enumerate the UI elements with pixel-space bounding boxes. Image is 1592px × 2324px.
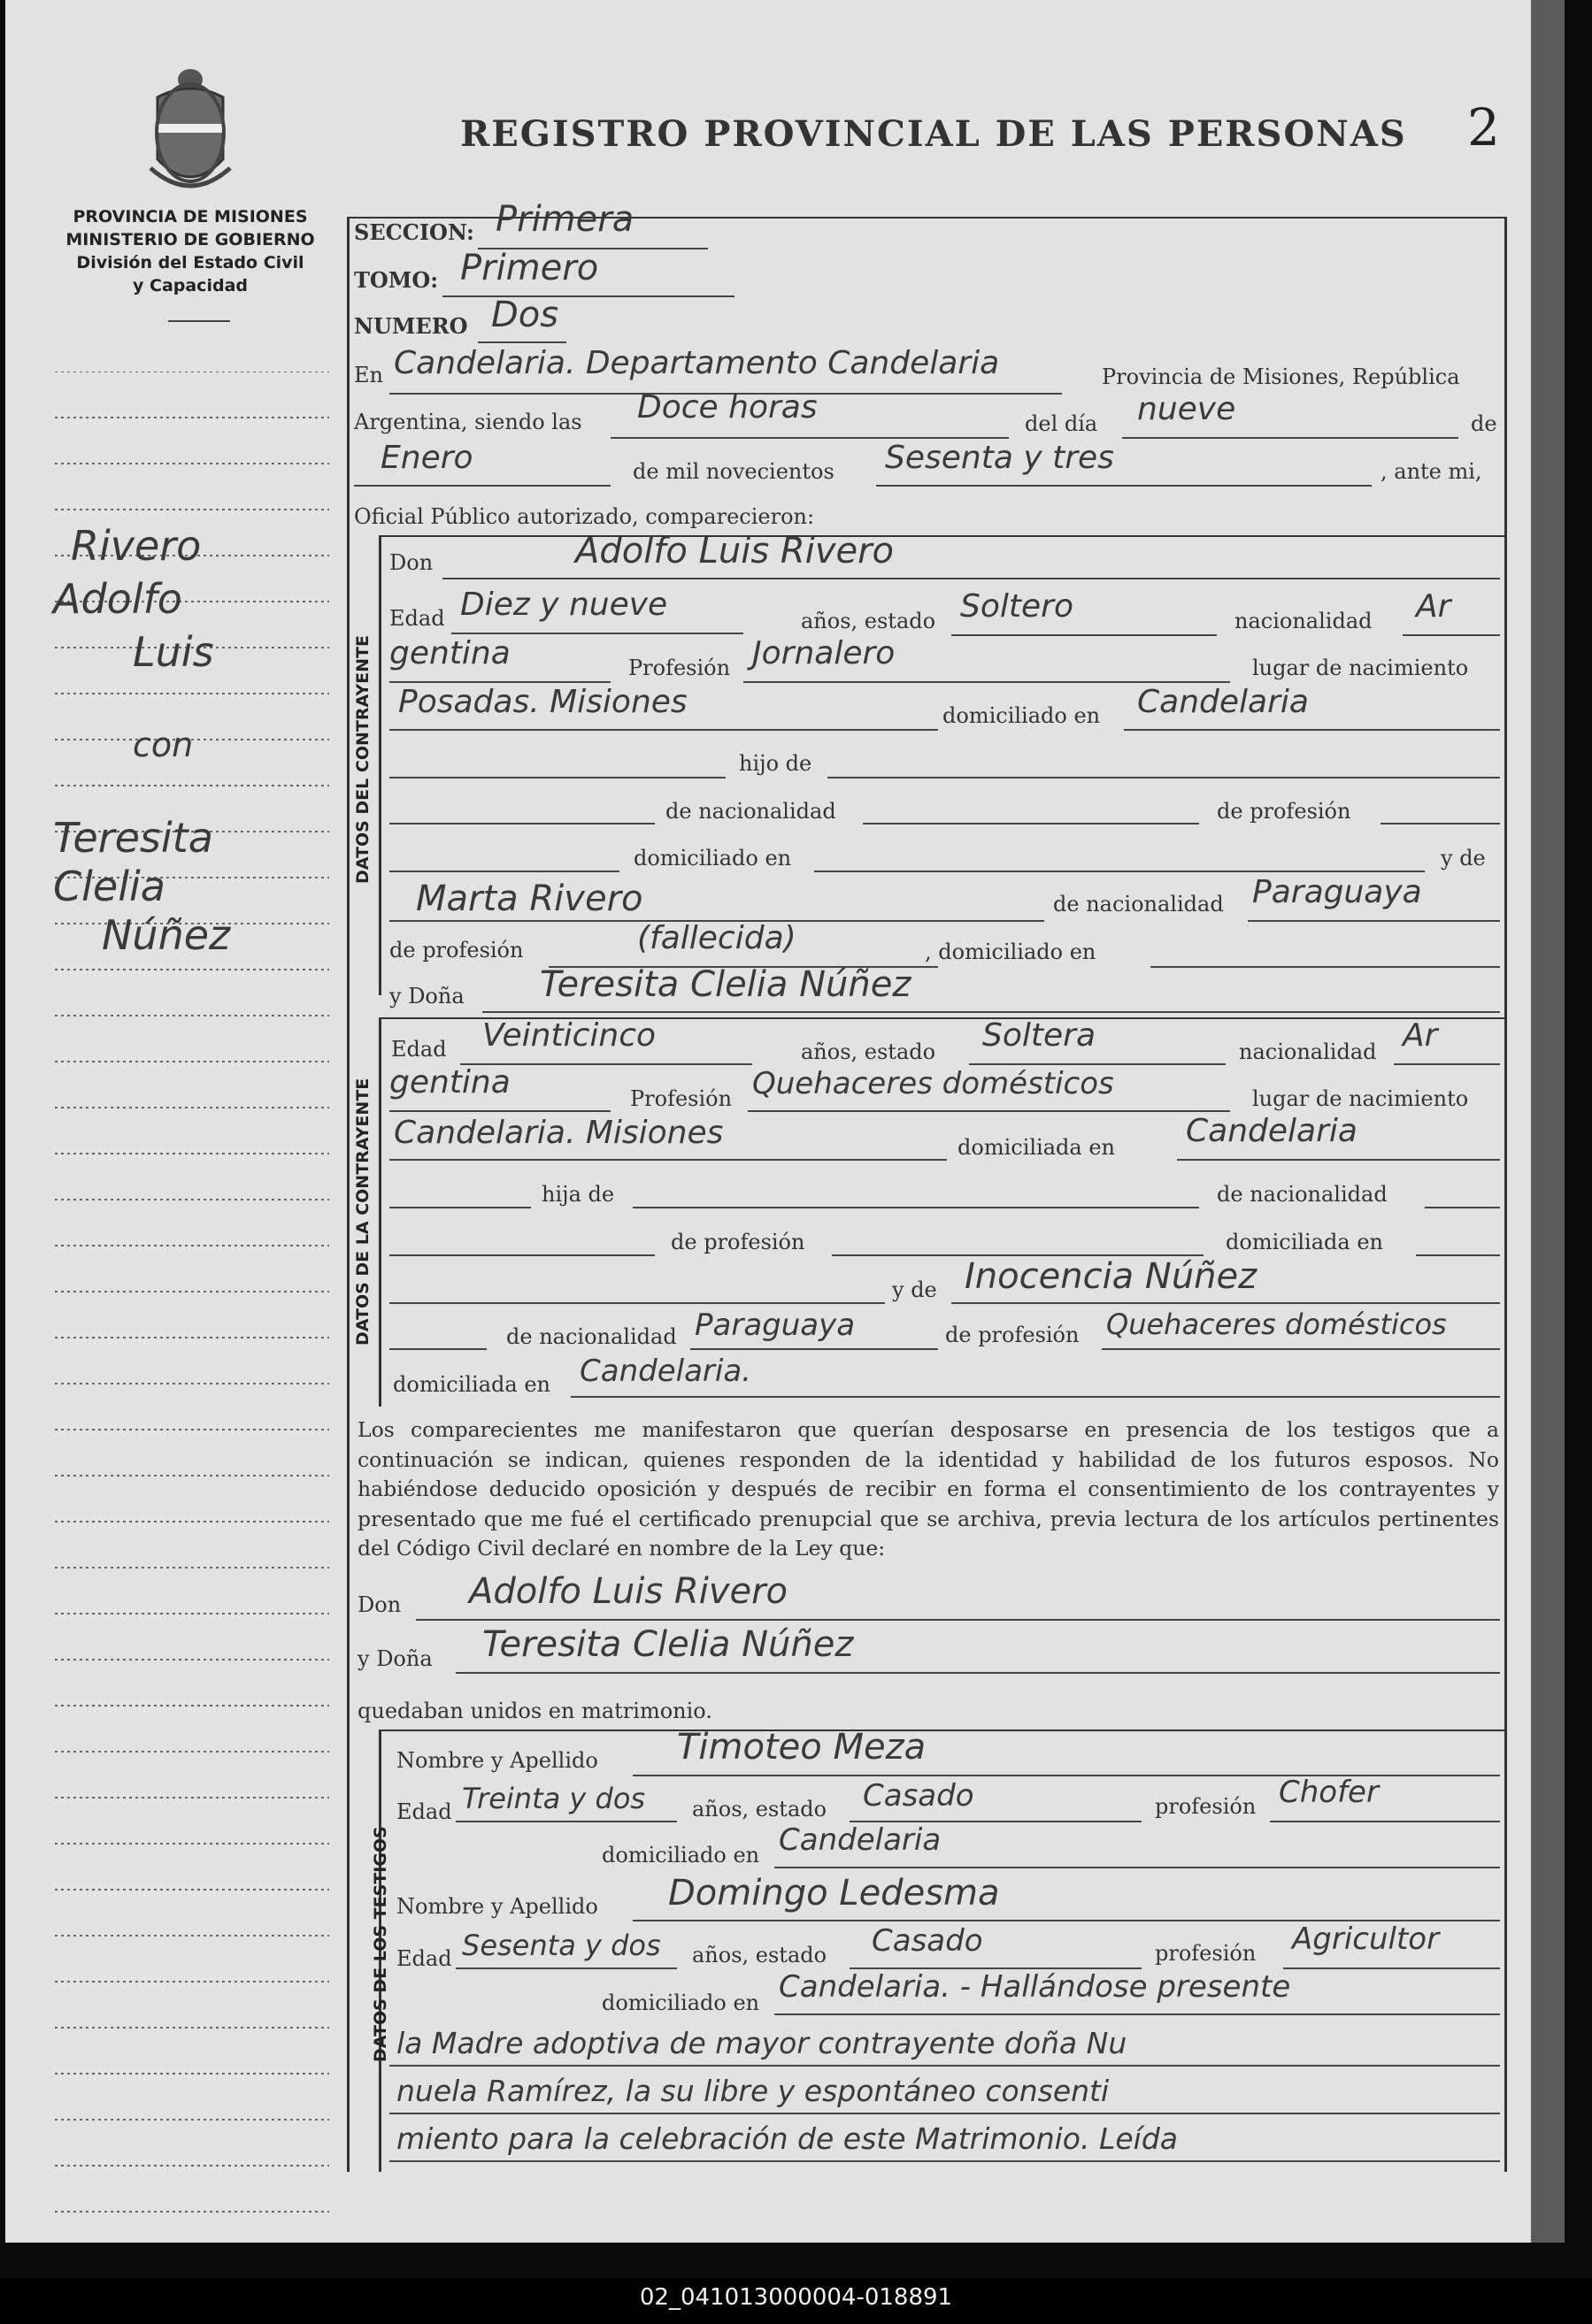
madre-nacionalidad-label: de nacionalidad	[1053, 892, 1224, 917]
t2-domicilio-label: domiciliado en	[602, 1990, 760, 2015]
tomo-value: Primero	[460, 248, 599, 288]
t2-estado: Casado	[872, 1923, 983, 1959]
margin-note-line: con	[133, 725, 194, 764]
domiciliado-label: domiciliado en	[634, 846, 792, 871]
hijo-line	[827, 777, 1500, 779]
contrayente-madre-nacionalidad: Paraguaya	[1252, 874, 1422, 910]
t1-nombre: Timoteo Meza	[677, 1727, 927, 1768]
contrayente-nacionalidad-line	[1403, 634, 1500, 636]
padre-dom-pre-line	[389, 871, 619, 872]
tomo-label: TOMO:	[354, 267, 439, 293]
nacionalidad-label: nacionalidad	[1234, 609, 1373, 633]
institution-rule	[168, 320, 230, 322]
madre-profesion-label: de profesión	[389, 938, 524, 963]
margin-note-line: Núñez	[102, 911, 231, 959]
testigos-nota-line: miento para la celebración de este Matrimonio. Leída	[396, 2121, 1178, 2156]
contrayenta-madre-dom-line	[571, 1396, 1500, 1398]
padre-dom-line	[1416, 1254, 1500, 1256]
de-profesion-label: de profesión	[1217, 799, 1351, 824]
hija-pre-line	[389, 1207, 531, 1208]
contrayente-domicilio-line	[1124, 729, 1500, 731]
contrayenta-lugar-nacimiento: Candelaria. Misiones	[394, 1115, 724, 1151]
nota-line-3	[389, 2160, 1500, 2162]
testigos-side-label: DATOS DE LOS TESTIGOS	[371, 1826, 390, 2062]
contrayenta-domicilio: Candelaria	[1186, 1113, 1357, 1149]
edad-label: Edad	[389, 606, 445, 631]
t1-domicilio-label: domiciliado en	[602, 1843, 760, 1868]
numero-line	[478, 341, 566, 343]
nota-line-2	[389, 2113, 1500, 2114]
hijo-pre-line	[389, 777, 726, 779]
lugar-nacimiento-label: lugar de nacimiento	[1252, 1086, 1469, 1111]
domiciliada-label-2: domiciliada en	[1226, 1230, 1383, 1254]
contrayente-nac-b-line	[389, 681, 611, 683]
contrayenta-estado: Soltera	[982, 1017, 1096, 1054]
contrayente-profesion-line	[743, 681, 1230, 683]
national-crest-icon	[142, 62, 239, 203]
dona-label: y Doña	[389, 984, 465, 1009]
contrayenta-madre-domicilio: Candelaria.	[580, 1354, 751, 1389]
nacionalidad-label: nacionalidad	[1239, 1039, 1377, 1064]
lugar-nacimiento-label: lugar de nacimiento	[1252, 656, 1469, 680]
hora-value: Doce horas	[637, 389, 818, 426]
page-title: REGISTRO PROVINCIAL DE LAS PERSONAS	[460, 113, 1407, 155]
margin-note-line: Luis	[133, 628, 214, 676]
seccion-label: SECCION:	[354, 219, 474, 245]
decl-don-label: Don	[358, 1592, 402, 1617]
institution-block	[44, 205, 336, 297]
provincia-text: Provincia de Misiones, República	[1102, 364, 1460, 389]
seccion-value: Primera	[496, 199, 634, 240]
margin-note-line: Adolfo	[53, 575, 182, 623]
contrayenta-lugar-line	[389, 1159, 947, 1161]
anio-line	[876, 485, 1372, 487]
hora-line	[611, 437, 1009, 439]
t1-profesion-line	[1270, 1821, 1500, 1822]
t1-profesion-label: profesión	[1155, 1794, 1257, 1819]
y-de-label: y de	[1441, 846, 1486, 871]
contrayenta-madre: Inocencia Núñez	[965, 1256, 1257, 1297]
madre-dom-line	[1150, 966, 1500, 968]
t1-domicilio-line	[774, 1867, 1500, 1868]
t2-estado-label: años, estado	[692, 1943, 827, 1967]
contrayente-estado-line	[951, 634, 1217, 636]
t1-estado-label: años, estado	[692, 1797, 827, 1822]
padre-prof-pre-line	[389, 1254, 655, 1256]
contrayenta-nacionalidad-a: Ar	[1403, 1017, 1438, 1054]
dia-value: nueve	[1137, 391, 1236, 427]
decl-don-value: Adolfo Luis Rivero	[469, 1571, 788, 1612]
mes-value: Enero	[381, 440, 473, 476]
t2-domicilio-line	[774, 2013, 1500, 2015]
hijo-label: hijo de	[739, 751, 812, 776]
contrayenta-side-label: DATOS DE LA CONTRAYENTE	[353, 1078, 373, 1346]
decl-don-line	[416, 1619, 1500, 1621]
testigos-nota-line: la Madre adoptiva de mayor contrayente doña Nu	[396, 2026, 1127, 2060]
y-de-label: y de	[892, 1277, 937, 1302]
contrayenta-nac-b-line	[389, 1110, 611, 1112]
image-id-footer: 02_041013000004-018891	[0, 2278, 1592, 2324]
numero-value: Dos	[491, 295, 559, 335]
padre-nac-line	[863, 823, 1199, 825]
de-label: de	[1471, 411, 1497, 436]
contrayenta-box-left	[379, 1017, 381, 1407]
decl-dona-value: Teresita Clelia Núñez	[482, 1624, 854, 1665]
hija-line	[633, 1207, 1199, 1208]
domicilio-label: domiciliado en	[942, 703, 1101, 728]
t1-edad-line	[456, 1821, 677, 1822]
t2-nombre: Domingo Ledesma	[668, 1873, 1000, 1914]
dia-line	[1122, 437, 1458, 439]
t1-estado: Casado	[863, 1778, 974, 1814]
contrayente-domicilio: Candelaria	[1137, 684, 1309, 720]
t2-profesion-line	[1283, 1967, 1500, 1969]
don-label: Don	[389, 550, 434, 575]
madre-dom-label: domiciliada en	[393, 1372, 550, 1397]
contrayenta-nombre: Teresita Clelia Núñez	[540, 964, 911, 1005]
contrayente-lugar-nacimiento: Posadas. Misiones	[398, 684, 688, 720]
de-nacionalidad-label: de nacionalidad	[1217, 1182, 1388, 1207]
contrayente-lugar-nac-line	[389, 729, 938, 731]
page-number: 2	[1467, 97, 1500, 157]
t2-edad-line	[456, 1967, 677, 1969]
institution-line: PROVINCIA DE MISIONES	[73, 207, 308, 226]
tomo-line	[442, 295, 734, 297]
decl-dona-label: y Doña	[358, 1646, 433, 1671]
estado-label: años, estado	[801, 609, 936, 633]
decl-closing: quedaban unidos en matrimonio.	[358, 1699, 712, 1723]
padre-prof-line	[1381, 823, 1500, 825]
ante-label: , ante mi,	[1381, 459, 1482, 484]
margin-note-line: Clelia	[53, 863, 165, 910]
contrayenta-profesion: Quehaceres domésticos	[752, 1066, 1114, 1101]
de-profesion-label: de profesión	[671, 1230, 805, 1254]
contrayente-box-top	[379, 535, 1504, 537]
contrayenta-estado-line	[969, 1063, 1226, 1065]
t2-edad-label: Edad	[396, 1946, 452, 1971]
contrayente-madre: Marta Rivero	[416, 878, 643, 919]
contrayenta-profesion-line	[748, 1110, 1230, 1112]
institution-line: División del Estado Civil	[76, 253, 304, 272]
contrayente-profesion: Jornalero	[752, 635, 896, 671]
declaration-text: Los comparecientes me manifestaron que querían desposarse en presencia de los testigos que a continuación se indican, quienes responden de la identidad y habilidad de los futuros esposos. No habiéndose deducido oposición y después de recibir en forma el consentimiento de los contrayentes y presentado que me fué el certificado prenupcial que se archiva, previa lectura de los artículos pertinentes del Código Civil declaré en nombre de la Ley que:	[358, 1417, 1499, 1561]
contrayenta-madre-prof-line	[1102, 1348, 1500, 1350]
dia-label: del día	[1025, 411, 1098, 436]
contrayente-estado: Soltero	[960, 588, 1073, 625]
t2-profesion: Agricultor	[1292, 1921, 1440, 1957]
madre-domiciliado-label: , domiciliado en	[925, 940, 1096, 964]
contrayente-nombre-line	[442, 578, 1500, 579]
edad-label: Edad	[391, 1037, 447, 1062]
padre-nac-pre-line	[389, 823, 655, 825]
siendo-label: Argentina, siendo las	[354, 410, 582, 434]
hija-label: hija de	[542, 1182, 615, 1207]
t1-domicilio: Candelaria	[779, 1822, 942, 1858]
t2-domicilio: Candelaria. - Hallándose presente	[779, 1969, 1291, 2005]
testigos-nota-line: nuela Ramírez, la su libre y espontáneo consenti	[396, 2074, 1110, 2108]
t1-edad-label: Edad	[396, 1799, 452, 1824]
padre-dom-line	[814, 871, 1425, 872]
contrayente-madre-profesion: (fallecida)	[637, 920, 796, 956]
margin-note-line: Teresita	[53, 814, 213, 862]
profesion-label: Profesión	[630, 1086, 733, 1111]
estado-label: años, estado	[801, 1039, 936, 1064]
institution-line: y Capacidad	[133, 276, 248, 295]
contrayente-nacionalidad-a: Ar	[1416, 588, 1451, 625]
anio-value: Sesenta y tres	[885, 440, 1114, 476]
institution-line: MINISTERIO DE GOBIERNO	[65, 230, 315, 249]
testigos-box-top	[379, 1730, 1504, 1731]
contrayenta-domicilio-line	[1177, 1159, 1500, 1161]
nota-line-1	[389, 2065, 1500, 2067]
form-left-border	[347, 217, 350, 2172]
de-nacionalidad-label: de nacionalidad	[665, 799, 836, 824]
contrayenta-madre-nac-line	[690, 1348, 938, 1350]
contrayente-box-left	[379, 535, 381, 995]
padre-nac-line	[1425, 1207, 1500, 1208]
form-right-border	[1504, 217, 1507, 2172]
t1-nombre-label: Nombre y Apellido	[396, 1748, 598, 1773]
decl-dona-line	[456, 1672, 1500, 1674]
madre-nac-pre-line	[389, 1348, 487, 1350]
madre-nac-label: de nacionalidad	[506, 1324, 677, 1349]
domiciliada-label: domiciliada en	[958, 1135, 1115, 1160]
oficial-text: Oficial Público autorizado, comparecieron:	[354, 504, 815, 529]
lugar-value: Candelaria. Departamento Candelaria	[394, 345, 1000, 381]
contrayente-nacionalidad-b: gentina	[389, 635, 511, 671]
contrayenta-edad: Veinticinco	[482, 1017, 657, 1054]
madre-nac-line	[1248, 920, 1500, 922]
numero-label: NUMERO	[354, 313, 468, 339]
contrayenta-nac-line	[1394, 1063, 1500, 1065]
madre-prof-label: de profesión	[945, 1323, 1080, 1347]
contrayenta-madre-line	[951, 1302, 1500, 1304]
en-label: En	[354, 363, 383, 387]
anio-label: de mil novecientos	[633, 459, 834, 484]
profesion-label: Profesión	[628, 656, 731, 680]
contrayenta-nombre-line	[482, 1011, 1500, 1013]
contrayente-nombre: Adolfo Luis Rivero	[575, 531, 895, 571]
mes-line	[354, 485, 611, 487]
contrayenta-nacionalidad-b: gentina	[389, 1064, 511, 1101]
contrayente-side-label: DATOS DEL CONTRAYENTE	[353, 635, 373, 884]
contrayenta-madre-nacionalidad: Paraguaya	[695, 1308, 856, 1343]
t2-nombre-label: Nombre y Apellido	[396, 1894, 598, 1919]
t1-edad: Treinta y dos	[462, 1782, 646, 1815]
margin-note-line: Rivero	[71, 522, 202, 570]
t2-edad: Sesenta y dos	[462, 1929, 661, 1962]
page-binding-edge	[1531, 0, 1565, 2243]
contrayente-edad: Diez y nueve	[460, 587, 668, 623]
contrayenta-madre-profesion: Quehaceres domésticos	[1106, 1308, 1447, 1341]
t1-profesion: Chofer	[1279, 1775, 1379, 1810]
t2-profesion-label: profesión	[1155, 1941, 1257, 1966]
y-de-pre-line	[389, 1302, 885, 1304]
contrayente-edad-line	[451, 633, 743, 634]
